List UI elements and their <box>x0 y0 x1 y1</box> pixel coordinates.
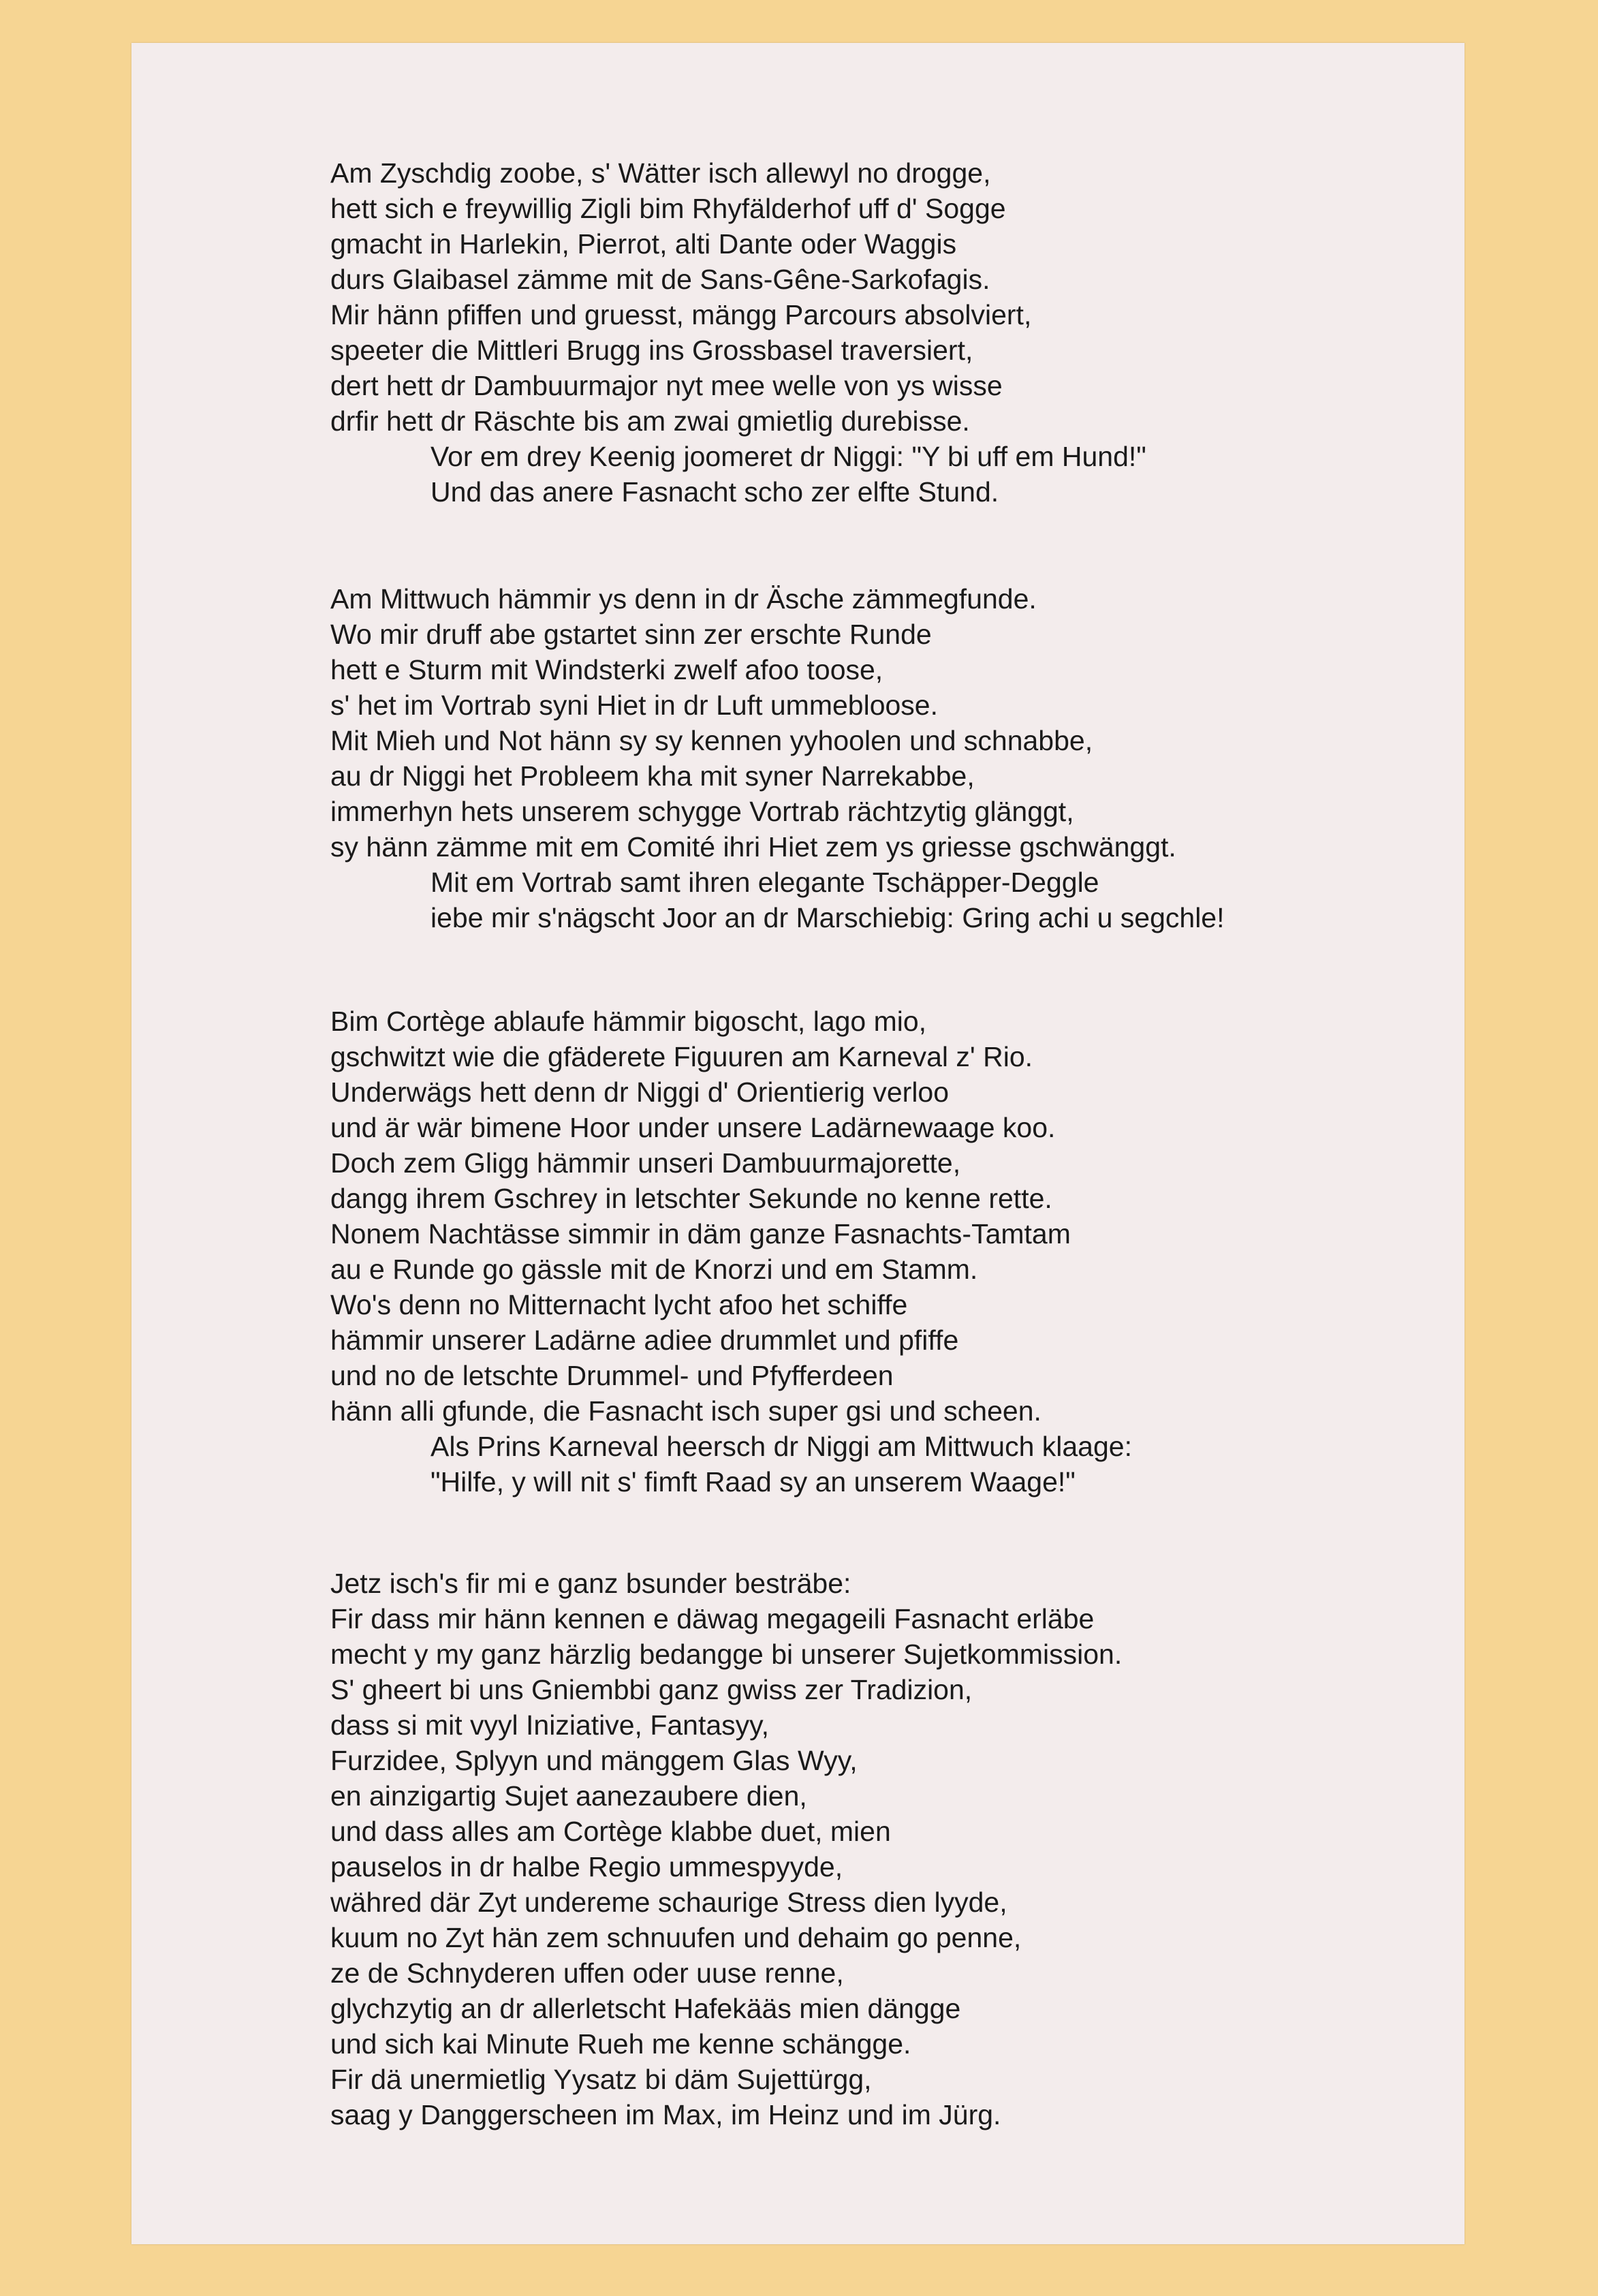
refrain-line: Und das anere Fasnacht scho zer elfte Stund. <box>430 476 999 508</box>
refrain-line: iebe mir s'nägscht Joor an dr Marschiebig: Gring achi u segchle! <box>430 902 1225 933</box>
refrain-line: "Hilfe, y will nit s' fimft Raad sy an unserem Waage!" <box>430 1466 1076 1498</box>
verse-line: mecht y my ganz härzlig bedangge bi unserer Sujetkommission. <box>330 1639 1123 1670</box>
verse-line: währed där Zyt undereme schaurige Stress dien lyyde, <box>330 1887 1007 1918</box>
verse-line: Underwägs hett denn dr Niggi d' Orientierig verloo <box>330 1076 950 1108</box>
stanza-4 <box>330 1566 1122 2132</box>
verse-line: kuum no Zyt hän zem schnuufen und dehaim go penne, <box>330 1922 1022 1953</box>
verse-line: au dr Niggi het Probleem kha mit syner Narrekabbe, <box>330 760 975 792</box>
verse-line: hett sich e freywillig Zigli bim Rhyfälderhof uff d' Sogge <box>330 193 1006 224</box>
verse-line: hämmir unserer Ladärne adiee drummlet und pfiffe <box>330 1324 959 1356</box>
verse-line: sy hänn zämme mit em Comité ihri Hiet zem ys griesse gschwänggt. <box>330 831 1176 863</box>
stanza-3 <box>330 1004 1132 1500</box>
verse-line: drfir hett dr Räschte bis am zwai gmietlig durebisse. <box>330 405 970 437</box>
verse-line: Wo's denn no Mitternacht lycht afoo het schiffe <box>330 1289 908 1320</box>
verse-line: ze de Schnyderen uffen oder uuse renne, <box>330 1957 844 1989</box>
verse-line: und dass alles am Cortège klabbe duet, mien <box>330 1816 891 1847</box>
refrain-line: Vor em drey Keenig joomeret dr Niggi: "Y bi uff em Hund!" <box>430 441 1146 472</box>
verse-line: immerhyn hets unserem schygge Vortrab rächtzytig glänggt, <box>330 796 1074 827</box>
verse-line: und är wär bimene Hoor under unsere Ladärnewaage koo. <box>330 1112 1056 1143</box>
verse-line: Am Mittwuch hämmir ys denn in dr Äsche zämmegfunde. <box>330 583 1037 615</box>
verse-line: Am Zyschdig zoobe, s' Wätter isch allewyl no drogge, <box>330 157 991 189</box>
verse-line: dangg ihrem Gschrey in letschter Sekunde no kenne rette. <box>330 1183 1052 1214</box>
verse-line: s' het im Vortrab syni Hiet in dr Luft ummebloose. <box>330 689 938 721</box>
verse-line: Nonem Nachtässe simmir in däm ganze Fasnachts-Tamtam <box>330 1218 1071 1250</box>
verse-line: Fir dä unermietlig Yysatz bi däm Sujettürgg, <box>330 2064 872 2095</box>
verse-line: S' gheert bi uns Gniembbi ganz gwiss zer Tradizion, <box>330 1674 973 1705</box>
verse-line: dert hett dr Dambuurmajor nyt mee welle von ys wisse <box>330 370 1003 401</box>
poem-sheet <box>131 43 1464 2244</box>
verse-line: gmacht in Harlekin, Pierrot, alti Dante oder Waggis <box>330 228 957 260</box>
stanza-1 <box>330 155 1146 510</box>
verse-line: en ainzigartig Sujet aanezaubere dien, <box>330 1780 807 1812</box>
verse-line: Bim Cortège ablaufe hämmir bigoscht, lago mio, <box>330 1006 927 1037</box>
verse-line: Mit Mieh und Not hänn sy sy kennen yyhoolen und schnabbe, <box>330 725 1093 756</box>
verse-line: dass si mit vyyl Iniziative, Fantasyy, <box>330 1709 770 1741</box>
verse-line: Doch zem Gligg hämmir unseri Dambuurmajorette, <box>330 1147 961 1179</box>
verse-line: Furzidee, Splyyn und mänggem Glas Wyy, <box>330 1745 858 1776</box>
verse-line: durs Glaibasel zämme mit de Sans-Gêne-Sarkofagis. <box>330 264 990 295</box>
verse-line: Wo mir druff abe gstartet sinn zer erschte Runde <box>330 619 932 650</box>
refrain-line: Als Prins Karneval heersch dr Niggi am Mittwuch klaage: <box>430 1431 1132 1462</box>
verse-line: Jetz isch's fir mi e ganz bsunder besträbe: <box>330 1568 851 1599</box>
verse-line: Fir dass mir hänn kennen e däwag megageili Fasnacht erläbe <box>330 1603 1095 1634</box>
verse-line: hett e Sturm mit Windsterki zwelf afoo toose, <box>330 654 883 685</box>
verse-line: speeter die Mittleri Brugg ins Grossbasel traversiert, <box>330 335 973 366</box>
verse-line: gschwitzt wie die gfäderete Figuuren am Karneval z' Rio. <box>330 1041 1033 1072</box>
refrain-line: Mit em Vortrab samt ihren elegante Tschäpper-Deggle <box>430 867 1099 898</box>
verse-line: pauselos in dr halbe Regio ummespyyde, <box>330 1851 843 1882</box>
verse-line: und no de letschte Drummel- und Pfyfferdeen <box>330 1360 894 1391</box>
verse-line: saag y Danggerscheen im Max, im Heinz und im Jürg. <box>330 2099 1001 2130</box>
verse-line: hänn alli gfunde, die Fasnacht isch super gsi und scheen. <box>330 1395 1041 1427</box>
verse-line: Mir hänn pfiffen und gruesst, mängg Parcours absolviert, <box>330 299 1032 330</box>
verse-line: und sich kai Minute Rueh me kenne schängge. <box>330 2028 911 2060</box>
verse-line: au e Runde go gässle mit de Knorzi und em Stamm. <box>330 1254 978 1285</box>
verse-line: glychzytig an dr allerletscht Hafekääs mien dängge <box>330 1993 961 2024</box>
stanza-2 <box>330 581 1225 935</box>
